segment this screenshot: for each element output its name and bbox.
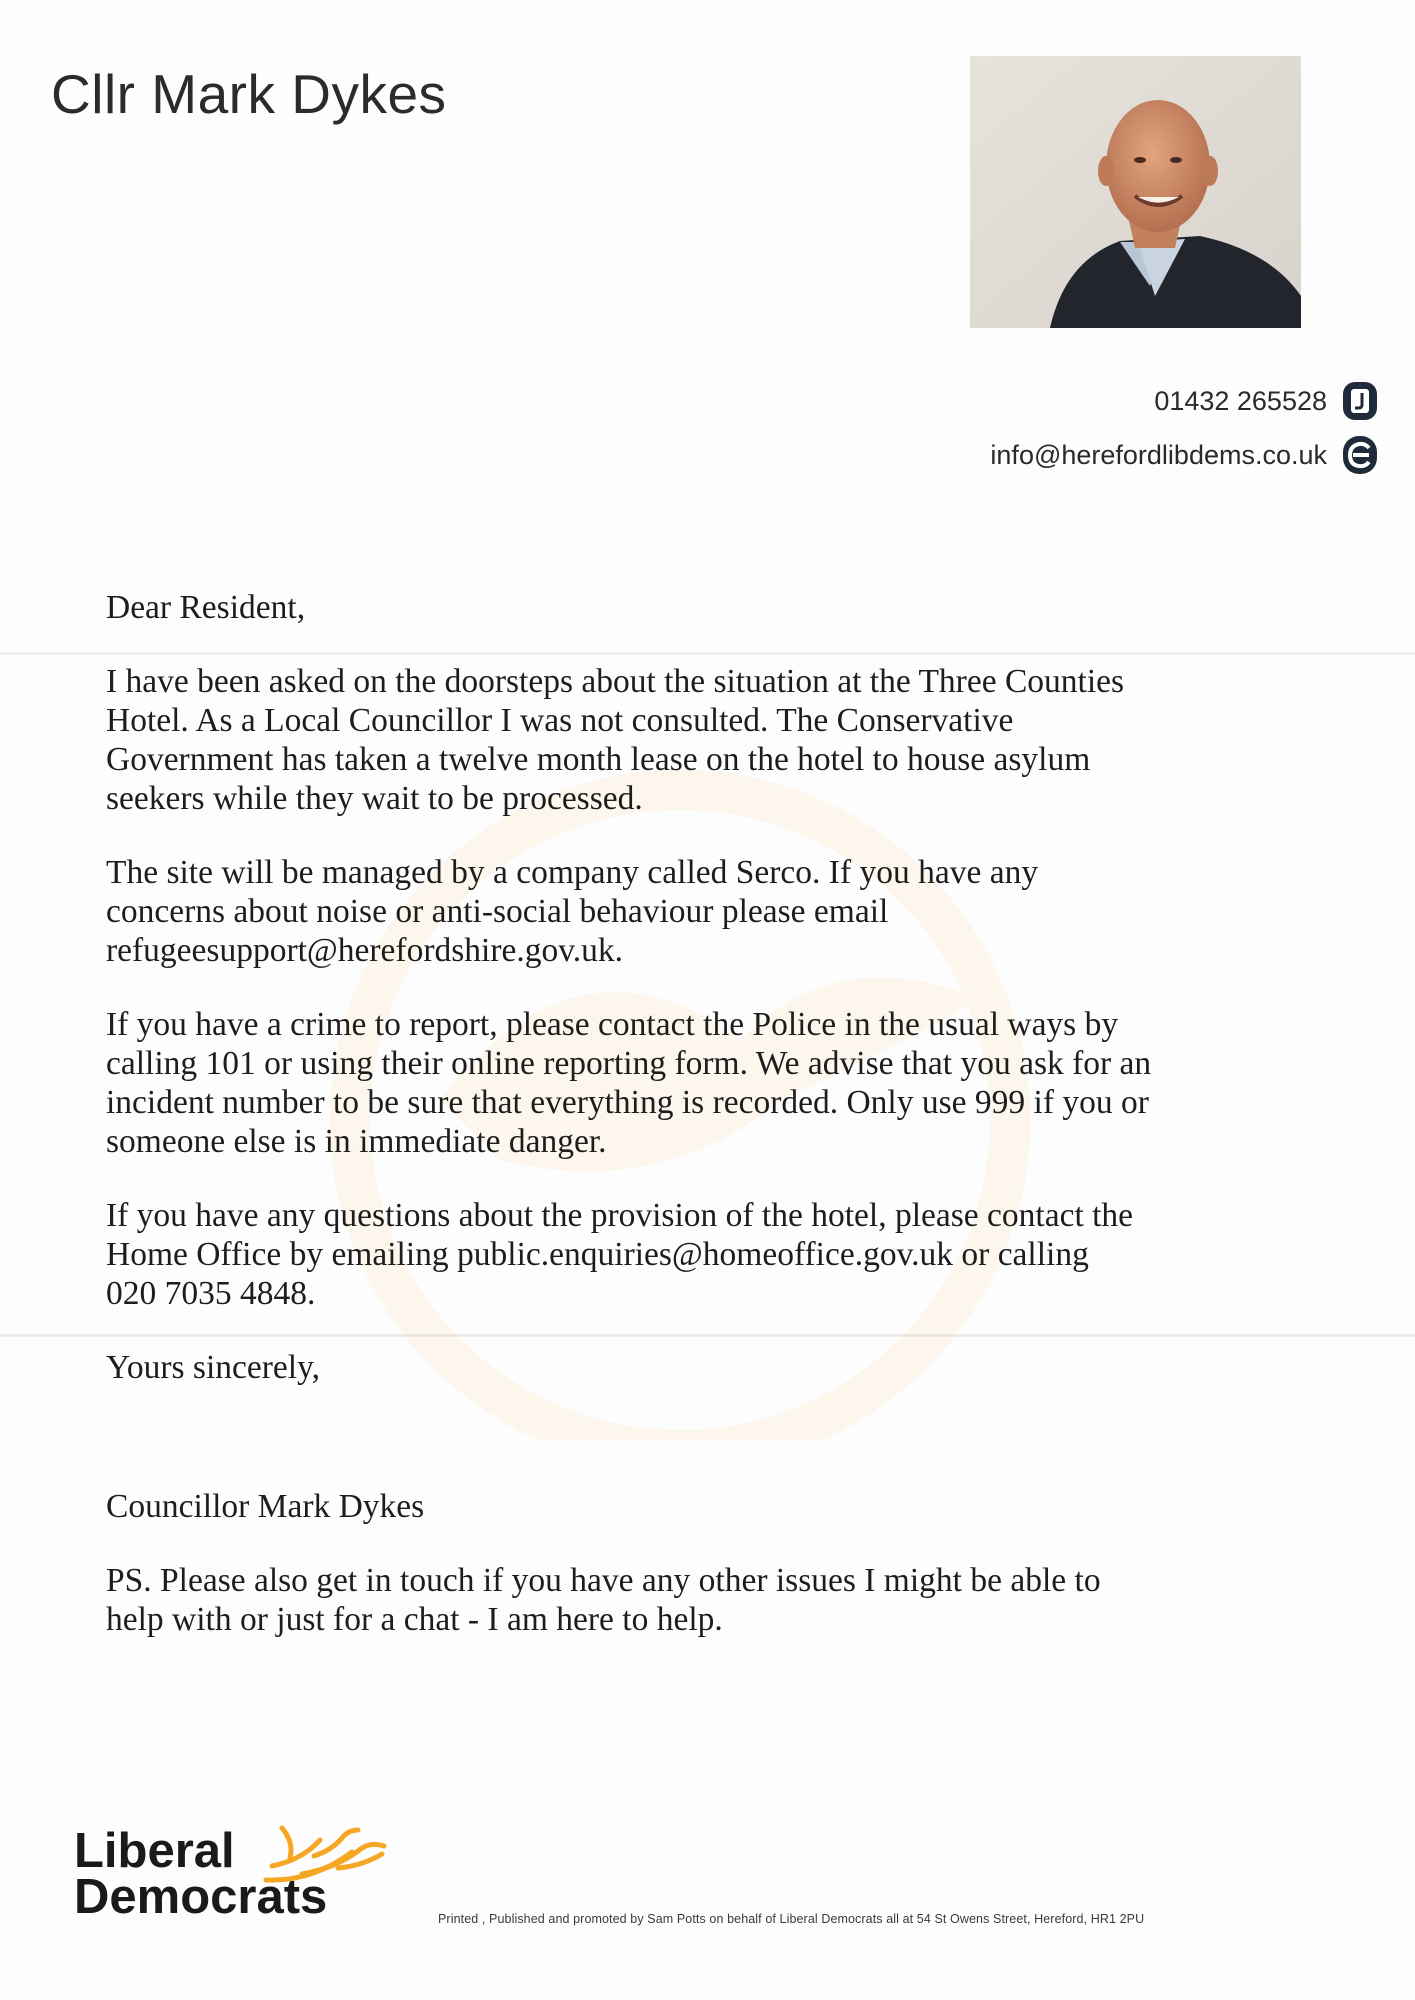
logo-line-liberal: Liberal bbox=[74, 1824, 235, 1878]
postscript: PS. Please also get in touch if you have any other issues I might be able to help with or just for a chat - I am here to help. bbox=[106, 1562, 1101, 1638]
logo-line-democrats: Democrats bbox=[74, 1870, 328, 1924]
paragraph-serco: The site will be managed by a company called Serco. If you have any concerns about noise or anti-social behaviour please email refugeesupport@herefordshire.gov.uk. bbox=[106, 854, 1039, 969]
paragraph-situation: I have been asked on the doorsteps about the situation at the Three Counties Hotel. As a Local Councillor I was not consulted. The Conservative Government has taken a twelve month lease on the hotel to house asylum seekers while they wait to be processed. bbox=[106, 663, 1125, 817]
closing: Yours sincerely, bbox=[106, 1349, 321, 1386]
paragraph-police: If you have a crime to report, please contact the Police in the usual ways by calling 101 or using their online reporting form. We advise that you ask for an incident number to be sure that everything is recorded. Only use 999 if you or someone else is in immediate danger. bbox=[106, 1006, 1152, 1160]
contact-email-row bbox=[990, 434, 1379, 476]
email-icon bbox=[1341, 434, 1379, 476]
salutation: Dear Resident, bbox=[106, 589, 306, 626]
contact-phone-row bbox=[1154, 380, 1379, 422]
paragraph-home-office: If you have any questions about the provision of the hotel, please contact the Home Office by emailing public.enquiries@homeoffice.gov.uk or calling 020 7035 4848. bbox=[106, 1197, 1134, 1312]
portrait-photo bbox=[970, 56, 1301, 328]
bird-of-liberty-icon bbox=[242, 1808, 442, 1888]
imprint-text: Printed , Published and promoted by Sam Potts on behalf of Liberal Democrats all at 54 St Owens Street, Hereford, HR1 2PU bbox=[438, 1912, 1145, 1926]
phone-number[interactable]: 01432 265528 bbox=[1154, 385, 1327, 416]
signature: Councillor Mark Dykes bbox=[106, 1488, 425, 1525]
councillor-name-title: Cllr Mark Dykes bbox=[51, 63, 447, 125]
liberal-democrats-logo bbox=[74, 1824, 374, 1958]
letter-body bbox=[106, 588, 1336, 1639]
email-address[interactable]: info@herefordlibdems.co.uk bbox=[990, 439, 1327, 470]
phone-icon bbox=[1341, 380, 1379, 422]
